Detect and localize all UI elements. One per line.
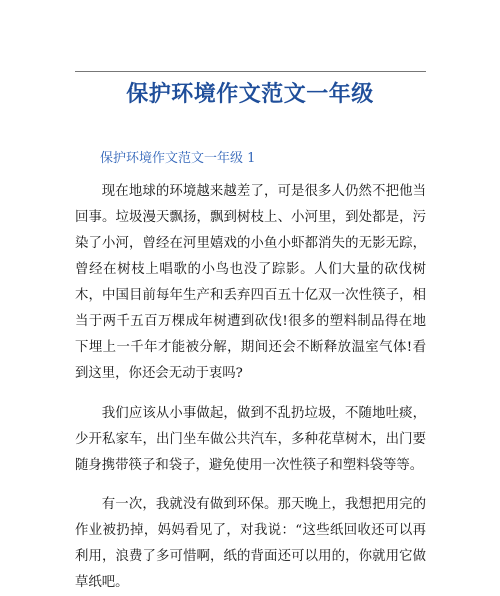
paragraph-3: 有一次，我就没有做到环保。那天晚上，我想把用完的作业被扔掉，妈妈看见了，对我说：“这些纸回收还可以再利用，浪费了多可惜啊，纸的背面还可以用的，你就用它做草纸吧。 — [75, 497, 426, 590]
section-heading: 保护环境作文范文一年级 1 — [100, 151, 256, 166]
header-divider — [75, 71, 426, 72]
paragraph-2: 我们应该从小事做起，做到不乱扔垃圾，不随地吐痰，少开私家车，出门坐车做公共汽车，多种花草树木，出门要随身携带筷子和袋子，避免使用一次性筷子和塑料袋等等。 — [75, 406, 426, 473]
paragraph-1: 现在地球的环境越来越差了，可是很多人仍然不把他当回事。垃圾漫天飘扬，飘到树枝上、小河里，到处都是，污染了小河，曾经在河里嬉戏的小鱼小虾都消失的无影无踪，曾经在树枝上唱歌的小鸟也没了踪影。人们大量的砍伐树木，中国目前每年生产和丢弃四百五十亿双一次性筷子，相当于两千五百万棵成年树遭到砍伐!很多的塑料制品得在地下埋上一千年才能被分解，期间还会不断释放温室气体!看到这里，你还会无动于衷吗? — [75, 184, 426, 381]
page-title: 保护环境作文范文一年级 — [126, 82, 374, 107]
